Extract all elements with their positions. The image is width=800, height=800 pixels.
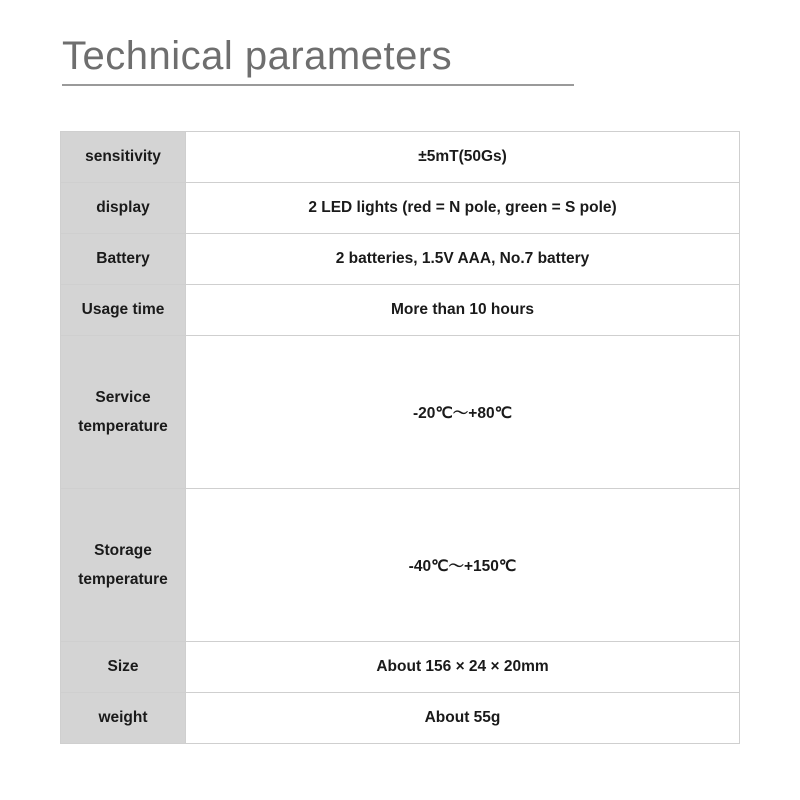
table-row: [61, 489, 740, 642]
row-value: -40℃～+150℃: [186, 489, 740, 642]
table-row: [61, 183, 740, 234]
row-label: sensitivity: [61, 132, 186, 183]
table-body: [61, 132, 740, 744]
row-label: Storage temperature: [61, 489, 186, 642]
row-value: 2 batteries, 1.5V AAA, No.7 battery: [186, 234, 740, 285]
table-row: [61, 234, 740, 285]
table-row: [61, 285, 740, 336]
row-value: -20℃～+80℃: [186, 336, 740, 489]
row-value: About 55g: [186, 693, 740, 744]
page-title: Technical parameters: [62, 34, 453, 78]
title-underline: [62, 84, 574, 86]
row-label: Size: [61, 642, 186, 693]
row-label: Battery: [61, 234, 186, 285]
table-row: [61, 336, 740, 489]
row-label: display: [61, 183, 186, 234]
title-block: [62, 34, 582, 86]
table-row: [61, 132, 740, 183]
row-value: About 156 × 24 × 20mm: [186, 642, 740, 693]
row-label: weight: [61, 693, 186, 744]
row-label: Service temperature: [61, 336, 186, 489]
row-value: More than 10 hours: [186, 285, 740, 336]
table-row: [61, 693, 740, 744]
row-value: ±5mT(50Gs): [186, 132, 740, 183]
row-label: Usage time: [61, 285, 186, 336]
technical-parameters-table: [60, 131, 740, 744]
row-value: 2 LED lights (red = N pole, green = S pole): [186, 183, 740, 234]
table-row: [61, 642, 740, 693]
